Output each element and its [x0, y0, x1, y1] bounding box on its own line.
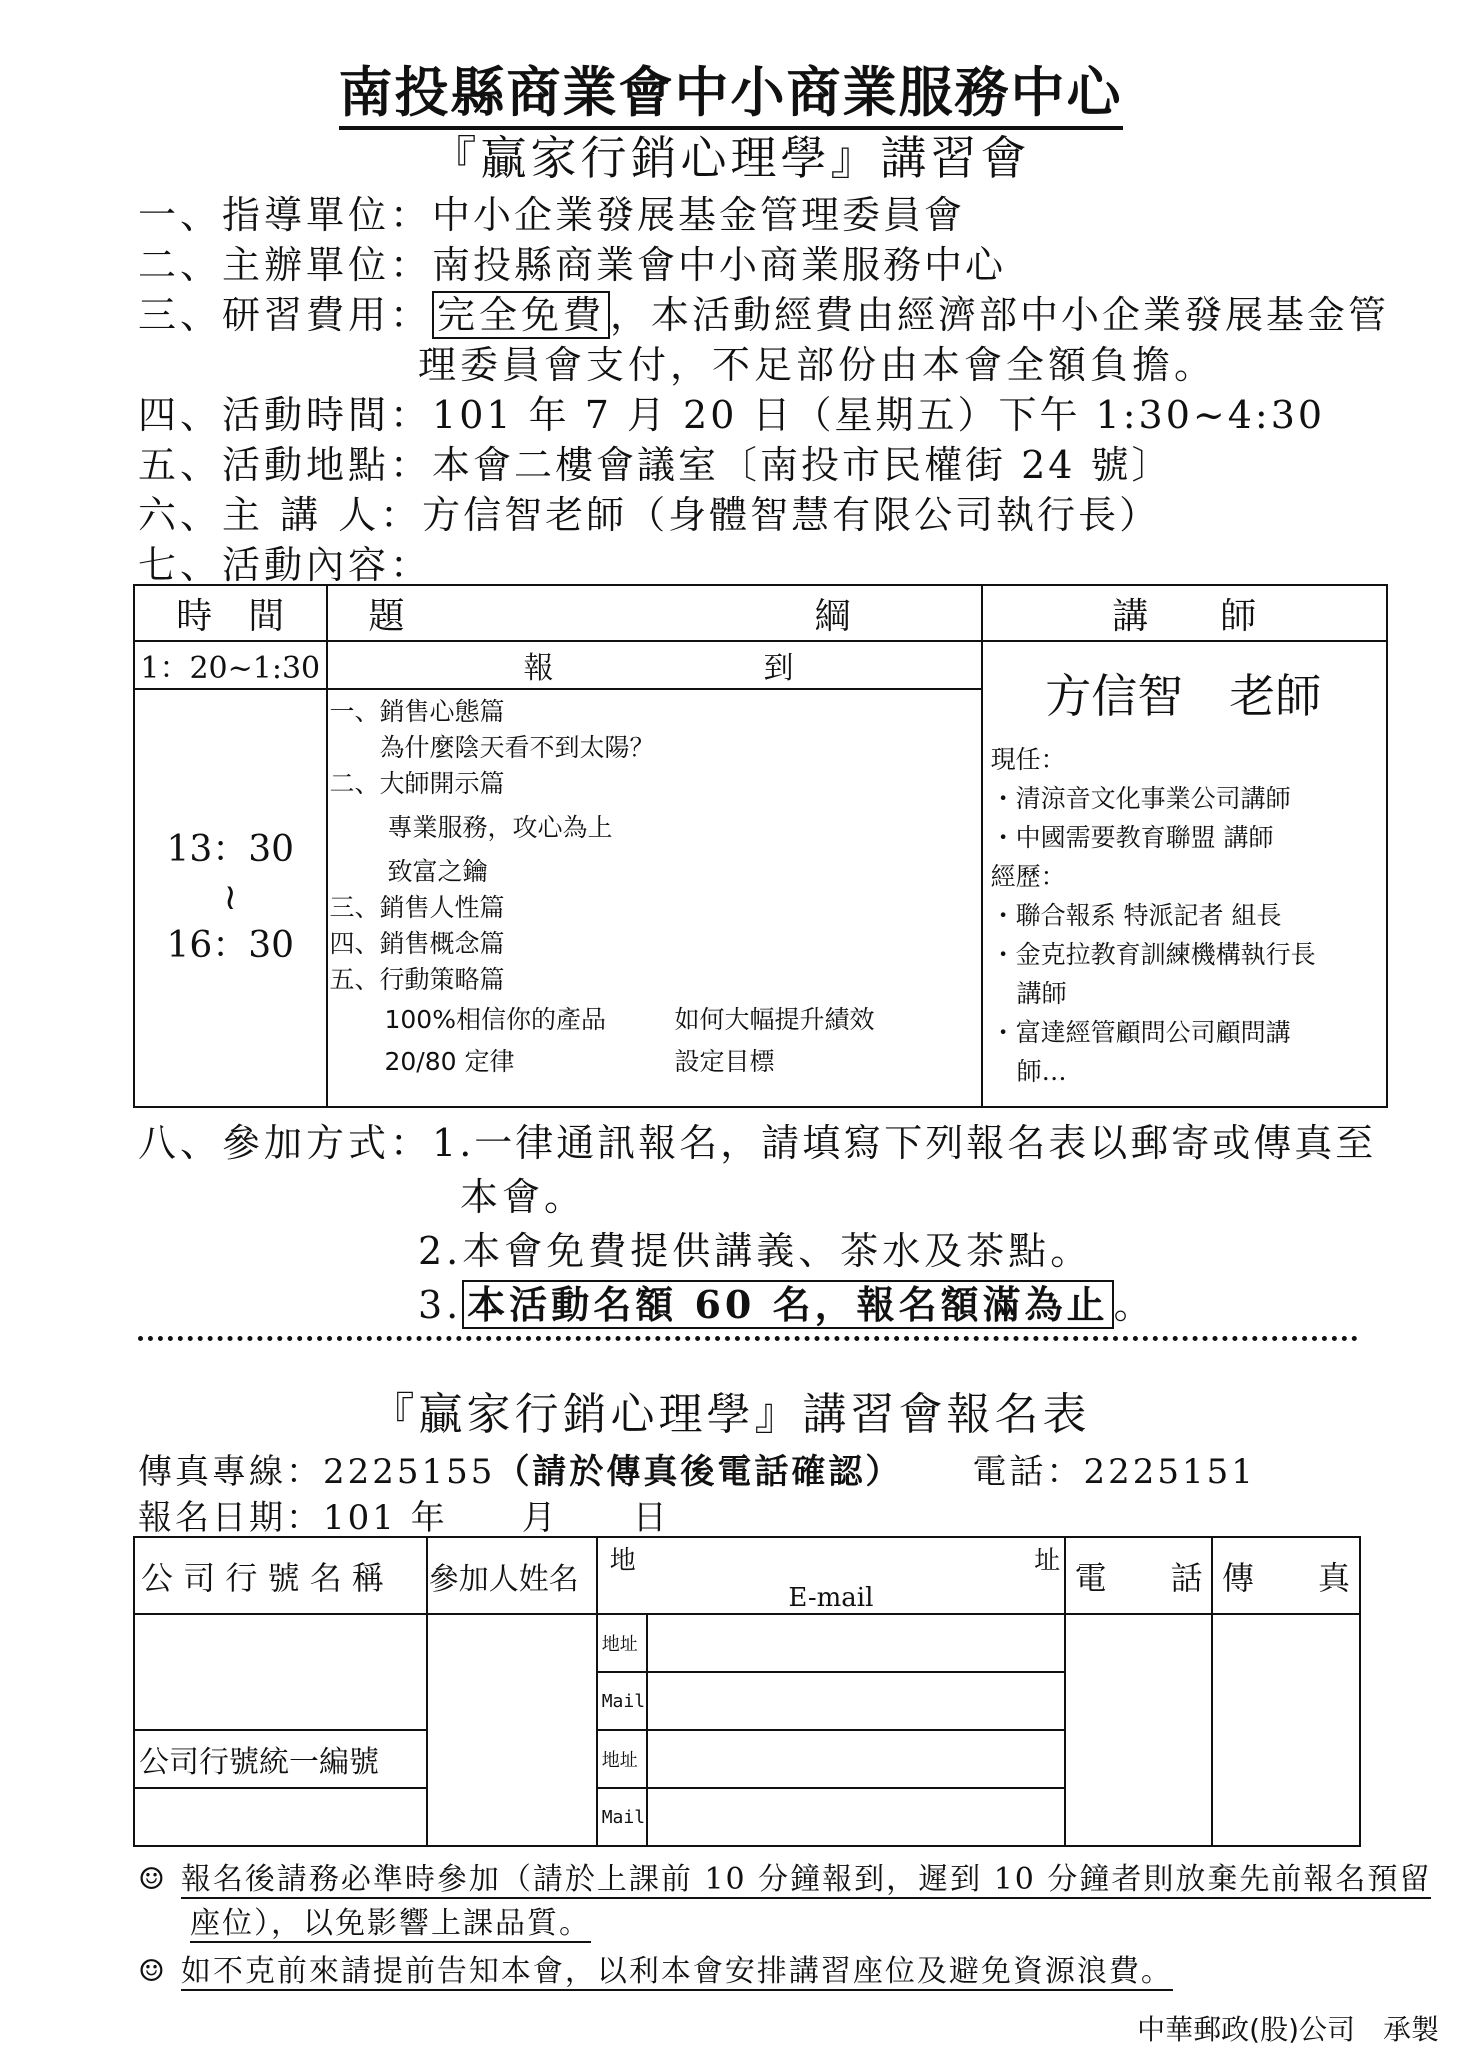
topic-line: 一、銷售心態篇: [329, 697, 505, 726]
form-contact: 傳真專線：2225155（請於傳真後電話確認） 電話：2225151: [138, 1452, 1256, 1492]
col-name: 參加人姓名: [427, 1537, 597, 1614]
teacher-bio-line: ・富達經管顧問公司顧問講: [990, 1018, 1291, 1047]
fax-cell[interactable]: [1212, 1614, 1360, 1846]
name-cell[interactable]: [427, 1614, 597, 1846]
topic-line: 二、大師開示篇: [329, 769, 505, 798]
email-cell[interactable]: [647, 1788, 1065, 1846]
participation-3: 3. 本活動名額 60 名，報名額滿為止 。: [418, 1282, 1156, 1327]
header-time: 時 間: [134, 585, 327, 641]
item-location: 五、活動地點：本會二樓會議室〔南投市民權街 24 號〕: [138, 443, 1173, 487]
checkin-row: [134, 641, 1387, 689]
teacher-bio-line: 講師: [1016, 979, 1067, 1008]
company-cell[interactable]: [134, 1614, 427, 1730]
schedule-header: [134, 585, 1387, 641]
topic-line: 五、行動策略篇: [329, 965, 505, 994]
tax-id-label: 公司行號統一編號: [134, 1730, 427, 1788]
session-time: 13：30 ≀ 16：30: [134, 689, 327, 1107]
page-title: 南投縣商業會中小商業服務中心: [0, 50, 1461, 127]
teacher-bio-line: ・金克拉教育訓練機構執行長: [990, 940, 1316, 969]
cut-line: [138, 1336, 1358, 1341]
item-fee: 三、研習費用： 完全免費 ，本活動經費由經濟部中小企業發展基金管: [138, 293, 1390, 337]
printer-credit: 中華郵政(股)公司 承製: [1137, 2013, 1439, 2046]
topic-bottom-row-1: 100%相信你的產品 如何大幅提升績效: [384, 1005, 875, 1034]
topic-line: 為什麼陰天看不到太陽？: [379, 733, 655, 762]
email-cell[interactable]: [647, 1672, 1065, 1730]
item-fee-continued: 理委員會支付，不足部份由本會全額負擔。: [418, 343, 1217, 387]
page-subtitle: 『贏家行銷心理學』講習會: [430, 131, 1031, 185]
item-time: 四、活動時間：101 年 7 月 20 日（星期五）下午 1:30~4:30: [138, 393, 1326, 437]
col-fax: 傳 真: [1212, 1537, 1360, 1614]
form-title: 『贏家行銷心理學』講習會報名表: [370, 1389, 1091, 1440]
teacher-bio: [991, 740, 1386, 1091]
note-2: ☺ 如不克前來請提前告知本會，以利本會安排講習座位及避免資源浪費。: [138, 1954, 1173, 1989]
checkin-time: 1：20~1:30: [134, 641, 327, 689]
topic-line: 四、銷售概念篇: [329, 929, 505, 958]
teacher-bio-line: ・清涼音文化事業公司講師: [990, 784, 1291, 813]
tax-id-cell[interactable]: [134, 1788, 427, 1846]
smiley-icon: ☺: [138, 1954, 167, 1989]
col-address-email: 地 址 E-mail: [597, 1537, 1065, 1614]
teacher-bio-line: 經歷：: [990, 862, 1066, 891]
header-teacher: 講 師: [982, 585, 1387, 641]
address-tag: 地址: [597, 1730, 647, 1788]
item-participation: 八、參加方式：1.一律通訊報名，請填寫下列報名表以郵寄或傳真至: [138, 1121, 1377, 1165]
schedule-table: [133, 584, 1388, 1108]
note-1-cont: 座位），以免影響上課品質。: [190, 1906, 591, 1941]
topic-bottom-row-2: 20/80 定律 設定目標: [384, 1047, 775, 1076]
topic-line: 三、銷售人性篇: [329, 893, 505, 922]
smiley-icon: ☺: [138, 1862, 167, 1897]
teacher-bio-line: 現任：: [990, 745, 1066, 774]
address-cell[interactable]: [647, 1614, 1065, 1672]
free-badge: 完全免費: [432, 291, 610, 339]
item-speaker: 六、主 講 人：方信智老師（身體智慧有限公司執行長）: [138, 493, 1161, 537]
item-guidance: 一、指導單位：中小企業發展基金管理委員會: [138, 193, 966, 237]
phone-cell[interactable]: [1065, 1614, 1212, 1846]
topic-line: 致富之鑰: [387, 857, 488, 886]
participation-2: 2.本會免費提供講義、茶水及茶點。: [418, 1229, 1093, 1273]
teacher-bio-line: ・中國需要教育聯盟 講師: [990, 823, 1274, 852]
mail-tag: Mail: [597, 1672, 647, 1730]
teacher-bio-line: 師…: [1016, 1057, 1067, 1086]
mail-tag: Mail: [597, 1788, 647, 1846]
item-organizer: 二、主辦單位：南投縣商業會中小商業服務中心: [138, 243, 1007, 287]
participation-1-cont: 本會。: [460, 1175, 587, 1219]
address-tag: 地址: [597, 1614, 647, 1672]
session-topics: [327, 689, 982, 1107]
address-cell[interactable]: [647, 1730, 1065, 1788]
teacher-cell: [982, 641, 1387, 1107]
registration-row-1a: [134, 1614, 1360, 1672]
registration-header: [134, 1537, 1360, 1614]
teacher-bio-line: ・聯合報系 特派記者 組長: [990, 901, 1282, 930]
quota-box: 本活動名額 60 名，報名額滿為止: [462, 1280, 1113, 1329]
checkin-label: 報 到: [327, 641, 982, 689]
teacher-name: 方信智 老師: [1045, 669, 1322, 723]
item-content: 七、活動內容：: [138, 543, 433, 587]
registration-table: [133, 1536, 1361, 1847]
topic-line: 專業服務，攻心為上: [387, 813, 613, 842]
col-company: 公 司 行 號 名 稱: [134, 1537, 427, 1614]
form-date: 報名日期：101 年 月 日: [138, 1498, 670, 1538]
note-1: ☺ 報名後請務必準時參加（請於上課前 10 分鐘報到，遲到 10 分鐘者則放棄先前報名預留: [138, 1862, 1432, 1897]
col-phone: 電 話: [1065, 1537, 1212, 1614]
header-topic: 題 綱: [327, 585, 982, 641]
